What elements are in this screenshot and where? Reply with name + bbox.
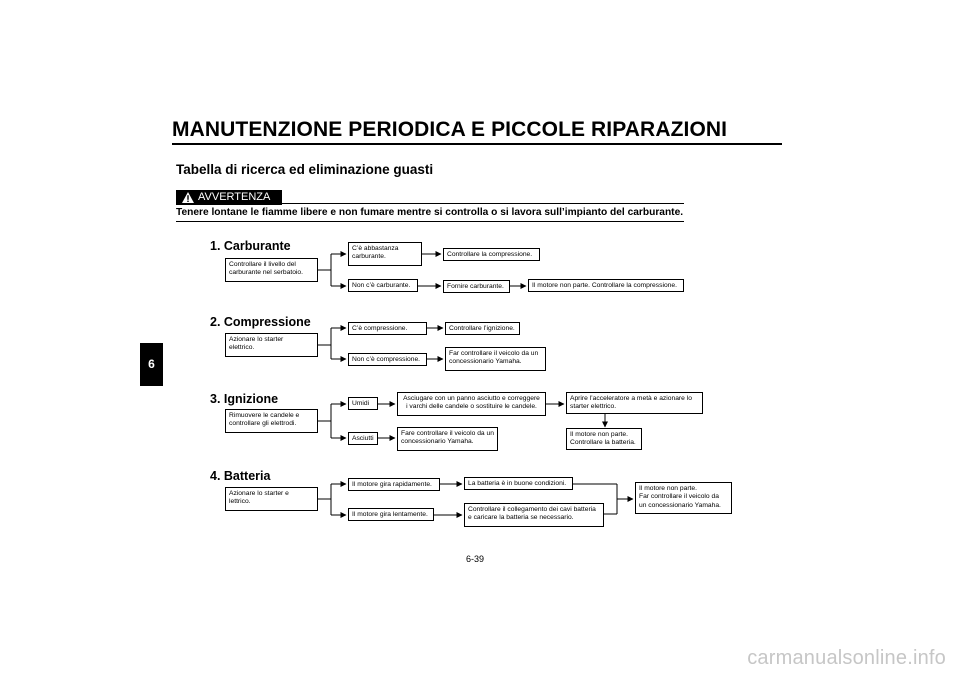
outcome-engine-turns-slow: Il motore gira lentamente. <box>348 508 434 521</box>
action-check-compression: Controllare la compressione. <box>443 248 540 261</box>
action-dealer-check-compression: Far controllare il veicolo da un concessionario Yamaha. <box>445 347 546 371</box>
step-remove-spark-plugs: Rimuovere le candele e controllare gli elettrodi. <box>225 409 318 433</box>
outcome-no-fuel: Non c’è carburante. <box>348 279 418 292</box>
outcome-no-compression: Non c’è compressione. <box>348 353 427 366</box>
outcome-enough-fuel: C’è abbastanza carburante. <box>348 242 422 266</box>
warning-label: AVVERTENZA <box>198 191 271 203</box>
section-title: Tabella di ricerca ed eliminazione guasti <box>176 162 434 177</box>
result-engine-no-start-fuel: Il motore non parte. Controllare la compressione. <box>528 279 684 292</box>
action-check-battery-cables: Controllare il collegamento dei cavi batteria e caricare la batteria se necessario. <box>464 503 604 527</box>
result-check-battery: Il motore non parte. Controllare la batteria. <box>566 428 642 450</box>
section-heading-compression: 2. Compressione <box>210 315 311 329</box>
action-add-fuel: Fornire carburante. <box>443 280 510 293</box>
page-number: 6-39 <box>466 554 485 564</box>
section-heading-battery: 4. Batteria <box>210 469 271 483</box>
action-check-ignition: Controllare l’ignizione. <box>445 322 520 335</box>
watermark: carmanualsonline.info <box>747 647 946 669</box>
page-title: MANUTENZIONE PERIODICA E PICCOLE RIPARAZIONI <box>172 118 728 141</box>
action-dry-spark-plugs: Asciugare con un panno asciutto e correggere i varchi delle candele o sostituire le candele. <box>397 392 546 416</box>
outcome-wet: Umidi <box>348 397 378 410</box>
result-battery-good: La batteria è in buone condizioni. <box>464 477 573 490</box>
action-dealer-check-ignition: Fare controllare il veicolo da un concessionario Yamaha. <box>397 427 498 451</box>
step-operate-starter-battery: Azionare lo starter e lettrico. <box>225 487 318 511</box>
outcome-engine-turns-fast: Il motore gira rapidamente. <box>348 478 440 491</box>
action-open-throttle-start: Aprire l’acceleratore a metà e azionare lo starter elettrico. <box>566 392 703 414</box>
outcome-has-compression: C’è compressione. <box>348 322 427 335</box>
step-check-fuel-level: Controllare il livello del carburante nel serbatoio. <box>225 258 318 282</box>
chapter-tab: 6 <box>140 343 163 386</box>
section-heading-ignition: 3. Ignizione <box>210 392 279 406</box>
warning-text: Tenere lontane le fiamme libere e non fumare mentre si controlla o si lavora sull’impianto del carburante. <box>176 207 684 218</box>
step-operate-starter: Azionare lo starter elettrico. <box>225 333 318 357</box>
section-heading-fuel: 1. Carburante <box>210 239 291 253</box>
result-dealer-check-battery: Il motore non parte. Far controllare il veicolo da un concessionario Yamaha. <box>635 482 732 514</box>
outcome-dry: Asciutti <box>348 432 378 445</box>
